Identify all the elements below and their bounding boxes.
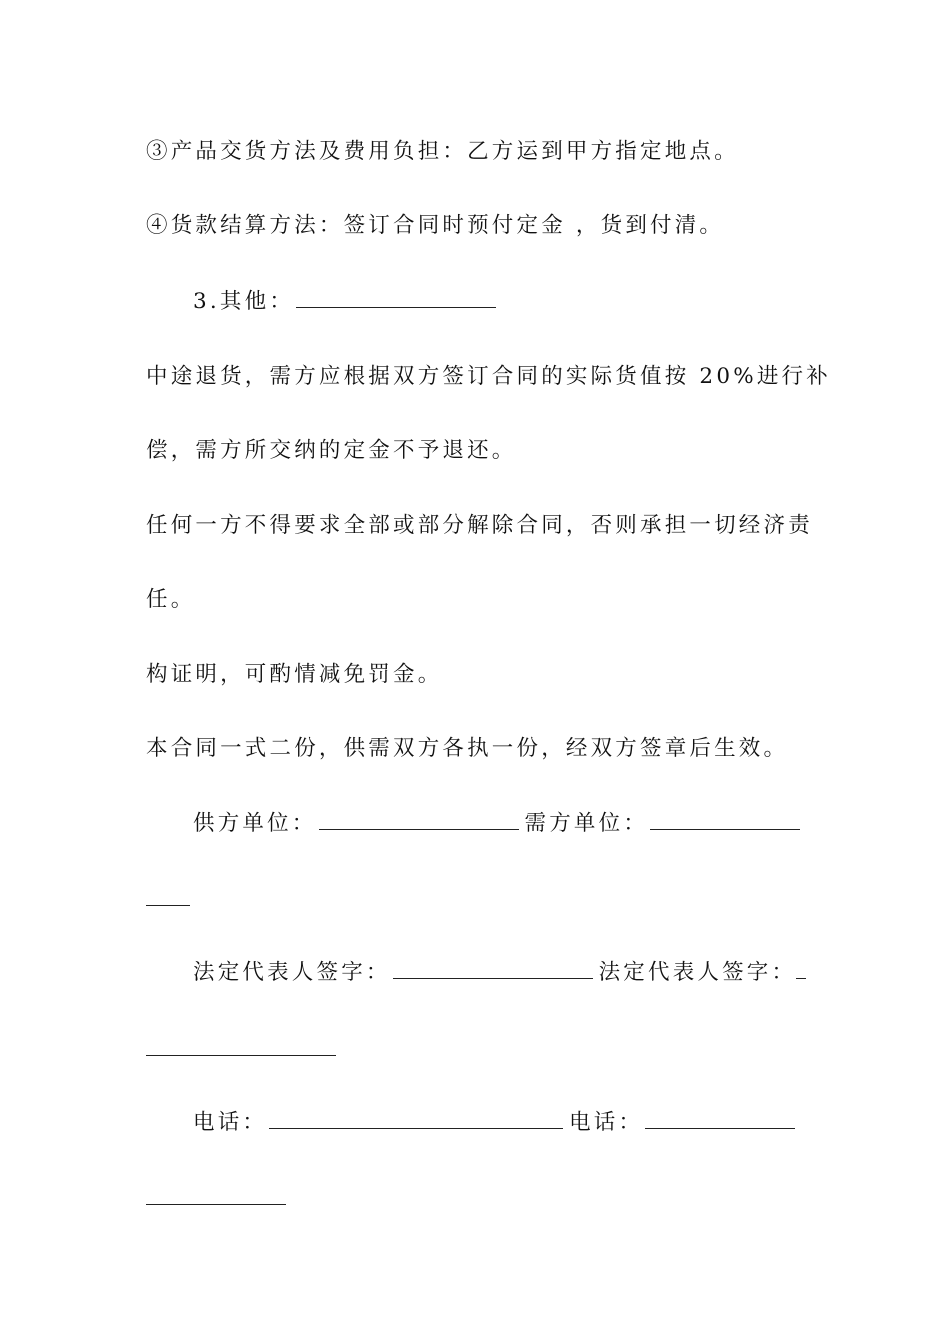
unit-signature-row [193, 809, 800, 839]
phone-signature-row [193, 1108, 795, 1138]
buyer-phone-blank-continued [146, 1204, 286, 1205]
supplier-representative-blank [393, 958, 593, 979]
supplier-phone-blank [269, 1108, 563, 1129]
buyer-unit-label: 需方单位： [524, 811, 649, 836]
buyer-unit-blank [650, 809, 800, 830]
cancel-clause-line-1: 任何一方不得要求全部或部分解除合同，否则承担一切经济责 [146, 513, 813, 538]
buyer-phone-label: 电话： [569, 1110, 644, 1135]
supplier-phone-label: 电话： [193, 1110, 268, 1135]
buyer-representative-label: 法定代表人签字： [598, 960, 797, 985]
copies-clause: 本合同一式二份，供需双方各执一份，经双方签章后生效。 [146, 736, 789, 761]
penalty-clause: 构证明，可酌情减免罚金。 [146, 662, 443, 687]
other-label: 3.其他： [193, 289, 295, 314]
other-clause [193, 287, 502, 317]
payment-clause: ④货款结算方法：签订合同时预付定金 ，货到付清。 [146, 213, 725, 238]
buyer-representative-blank [796, 958, 806, 979]
supplier-unit-label: 供方单位： [193, 811, 317, 836]
supplier-representative-label: 法定代表人签字： [193, 960, 391, 985]
return-clause-line-2: 偿，需方所交纳的定金不予退还。 [146, 438, 517, 463]
buyer-representative-blank-continued [146, 1055, 336, 1056]
supplier-unit-blank [319, 809, 519, 830]
delivery-clause: ③产品交货方法及费用负担：乙方运到甲方指定地点。 [146, 139, 739, 164]
representative-signature-row [193, 958, 806, 988]
buyer-phone-blank [645, 1108, 795, 1129]
buyer-unit-blank-continued [146, 905, 190, 906]
return-clause-line-1: 中途退货，需方应根据双方签订合同的实际货值按 20%进行补 [146, 364, 831, 389]
other-blank [296, 287, 496, 308]
cancel-clause-line-2: 任。 [146, 587, 196, 612]
